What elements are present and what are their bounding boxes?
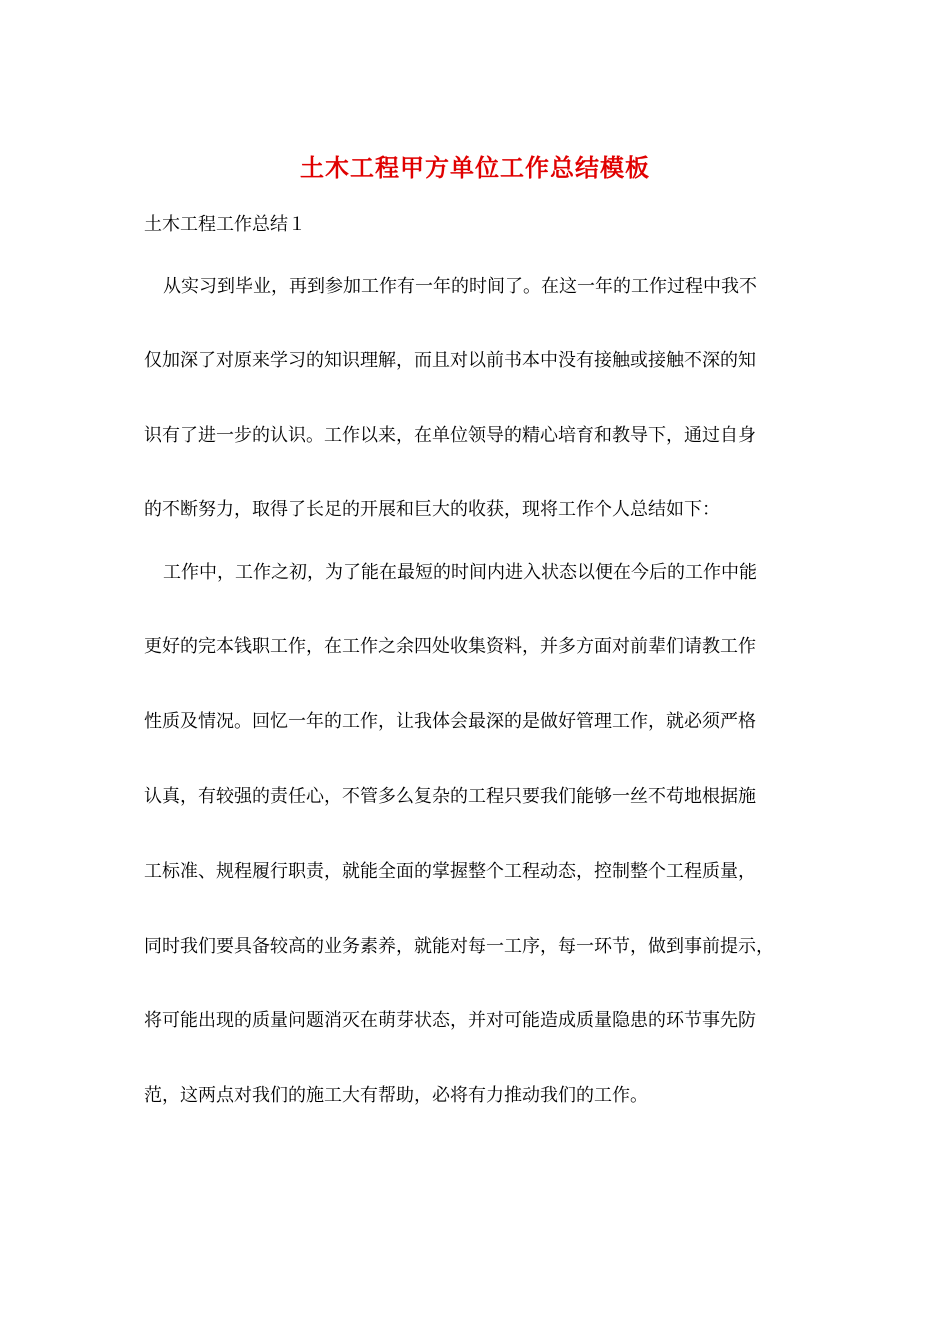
paragraph-2-line-1: 工作中，工作之初，为了能在最短的时间内进入状态以便在今后的工作中能 — [163, 562, 757, 583]
section-heading: 土木工程工作总结１ — [144, 214, 306, 235]
paragraph-2-line-4: 认真，有较强的责任心，不管多么复杂的工程只要我们能够一丝不苟地根据施 — [144, 786, 756, 807]
paragraph-2-line-8: 范，这两点对我们的施工大有帮助，必将有力推动我们的工作。 — [144, 1085, 648, 1106]
paragraph-2-line-6: 同时我们要具备较高的业务素养，就能对每一工序，每一环节，做到事前提示， — [144, 936, 774, 957]
paragraph-1-line-1: 从实习到毕业，再到参加工作有一年的时间了。在这一年的工作过程中我不 — [163, 276, 757, 297]
paragraph-2-line-5: 工标准、规程履行职责，就能全面的掌握整个工程动态，控制整个工程质量， — [144, 861, 756, 882]
paragraph-2-line-3: 性质及情况。回忆一年的工作，让我体会最深的是做好管理工作，就必须严格 — [144, 711, 756, 732]
paragraph-2-line-7: 将可能出现的质量问题消灭在萌芽状态，并对可能造成质量隐患的环节事先防 — [144, 1010, 756, 1031]
paragraph-1-line-3: 识有了进一步的认识。工作以来，在单位领导的精心培育和教导下，通过自身 — [144, 425, 756, 446]
document-title: 土木工程甲方单位工作总结模板 — [300, 153, 650, 182]
paragraph-2-line-2: 更好的完本钱职工作，在工作之余四处收集资料，并多方面对前辈们请教工作 — [144, 636, 756, 657]
paragraph-1-line-2: 仅加深了对原来学习的知识理解，而且对以前书本中没有接触或接触不深的知 — [144, 350, 756, 371]
paragraph-1-line-4: 的不断努力，取得了长足的开展和巨大的收获，现将工作个人总结如下： — [144, 499, 720, 520]
